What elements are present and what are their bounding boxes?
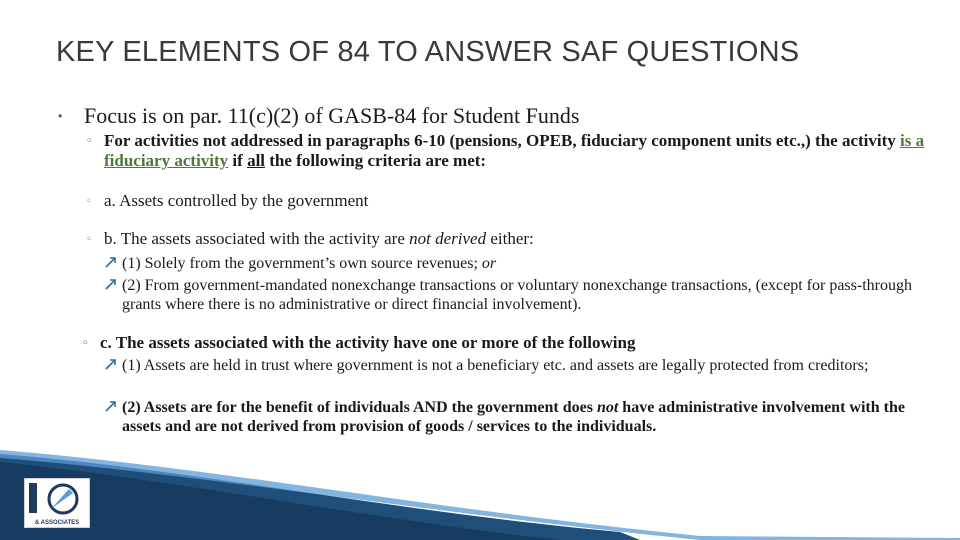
logo-emblem-icon [25, 479, 89, 519]
sub-bullet-marker: ◦ [86, 136, 93, 147]
item-c-sub2-prefix: (2) Assets are for the benefit of individuals AND the government does [122, 399, 597, 416]
main-bullet-text: Focus is on par. 11(c)(2) of GASB-84 for Student Funds [84, 103, 580, 128]
item-b-sub1 [104, 254, 924, 273]
arrow-bullet-icon [104, 276, 120, 292]
sub-bullet-marker: ◦ [82, 338, 89, 349]
intro-text-1: For activities not addressed in paragraphs 6-10 (pensions, OPEB, fiduciary component units etc.,) the activity [104, 131, 901, 150]
arrow-bullet-icon [104, 254, 120, 270]
item-b [86, 229, 926, 249]
logo-caption: & ASSOCIATES [34, 520, 80, 526]
bullet-marker: • [58, 109, 63, 123]
arrow-bullet-icon [104, 398, 120, 414]
item-c [82, 333, 922, 353]
item-a-text: a. Assets controlled by the government [104, 191, 369, 210]
item-c-sub1 [104, 356, 924, 375]
item-c-text: c. The assets associated with the activity have one or more of the following [100, 333, 636, 352]
sub-bullet-marker: ◦ [86, 196, 92, 207]
decorative-wave-band [0, 440, 960, 540]
item-c-sub1-text: (1) Assets are held in trust where government is not a beneficiary etc. and assets are legally protected from creditors; [122, 357, 869, 374]
intro-text-2: if [228, 151, 248, 170]
item-b-suffix: either: [486, 229, 534, 248]
intro-highlight: is a fiduciary activity [104, 131, 925, 170]
item-b-prefix: b. The assets associated with the activity are [104, 229, 410, 248]
slide-title: KEY ELEMENTS OF 84 TO ANSWER SAF QUESTIONS [56, 36, 800, 68]
item-c-sub2-italic: not [596, 399, 619, 416]
sub-bullet-marker: ◦ [86, 234, 92, 245]
item-b-sub2-text: (2) From government-mandated nonexchange transactions or voluntary nonexchange transactions, (except for pass-through grants where there is no administrative or direct financial involvement). [122, 277, 912, 313]
company-logo [24, 478, 90, 528]
intro-text-3: the following criteria are met: [265, 151, 487, 170]
item-b-sub2 [104, 276, 924, 314]
item-c-sub2 [104, 398, 924, 436]
item-a [86, 191, 926, 211]
item-b-sub1-text: (1) Solely from the government’s own source revenues; [122, 255, 482, 272]
item-b-italic: not derived [409, 229, 487, 248]
item-b-sub1-italic: or [481, 255, 497, 272]
arrow-bullet-icon [104, 356, 120, 372]
intro-underline: all [247, 151, 266, 170]
intro-item [86, 131, 926, 171]
item-c-sub2-suffix: have administrative involvement with the assets and are not derived from provision of goods / services to the individuals. [122, 399, 905, 435]
